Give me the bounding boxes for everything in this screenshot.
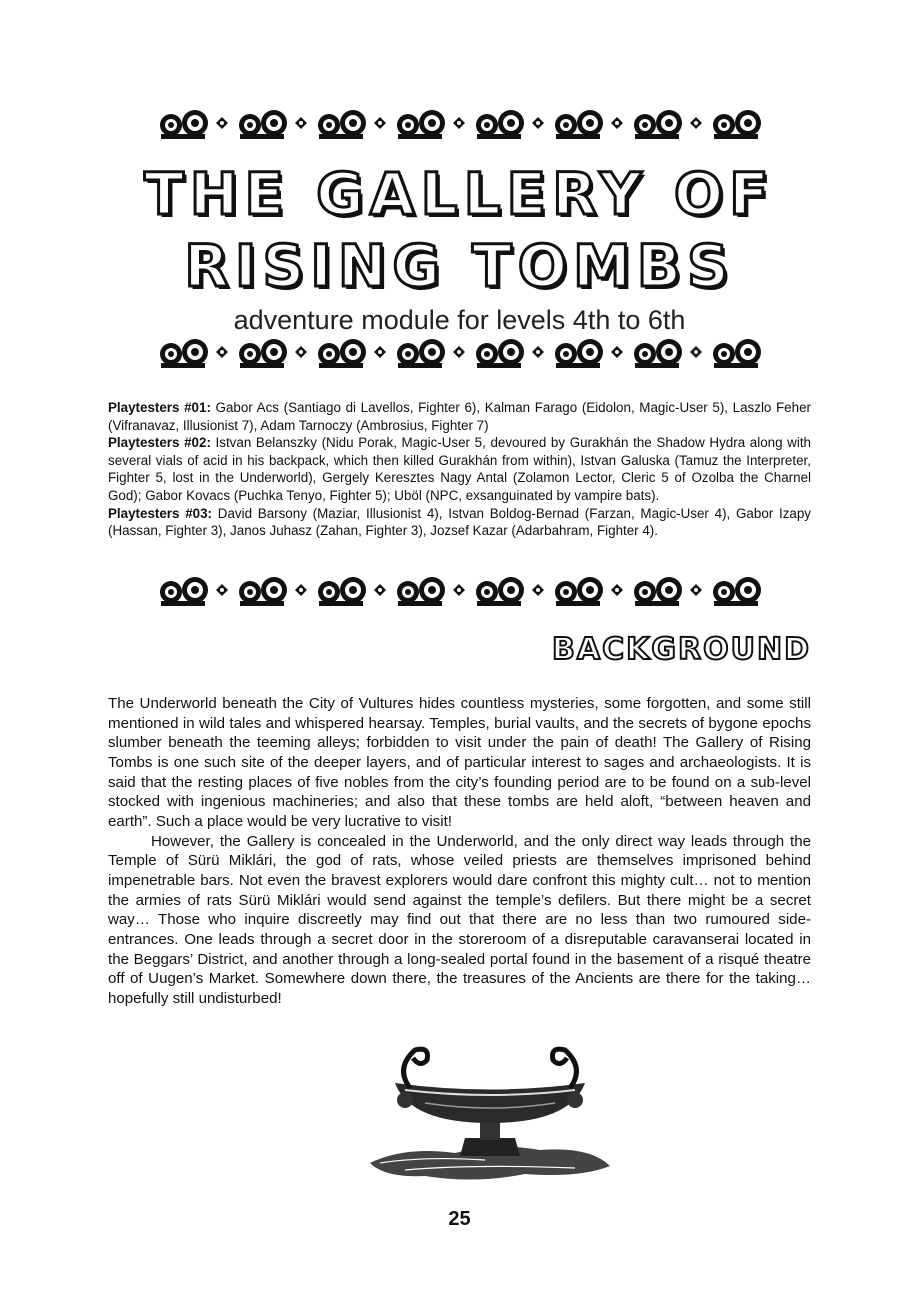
- scroll-ornament: [555, 577, 603, 606]
- scroll-ornament: [555, 339, 603, 368]
- title-line-2: RISING TOMBS: [184, 232, 735, 300]
- scroll-ornament: [397, 110, 445, 139]
- subtitle: adventure module for levels 4th to 6th: [233, 305, 686, 335]
- diamond-ornament: [690, 117, 702, 129]
- ornamental-border-middle: [157, 337, 762, 371]
- scroll-ornament: [397, 577, 445, 606]
- diamond-ornament: [216, 346, 228, 358]
- diamond-ornament: [453, 584, 465, 596]
- diamond-ornament: [690, 584, 702, 596]
- paragraph: However, the Gallery is concealed in the Underworld, and the only direct way leads through the Temple of Sürü Miklári, the god of rats, whose veiled priests are themselves imprisoned behind impenetrable bars. Not even the bravest explorers would dare confront this mighty cult… not to mention the armies of rats Sürü Miklári would send against the temple’s defilers. But there might be a secret way… Those who inquire discreetly may find out that there are no less than two rumoured side-entrances. One leads through a secret door in the storeroom of a disreputable caravanserai located in the Beggars’ District, and another through a long-sealed portal found in the basement of a risqué theatre off of Uugen’s Market. Somewhere down there, the treasures of the Ancients are there for the taking… hopefully still undisturbed!: [108, 832, 811, 1007]
- scroll-ornament: [476, 577, 524, 606]
- diamond-ornament: [295, 117, 307, 129]
- scroll-ornament: [160, 339, 208, 368]
- playtesters-group-2: [108, 434, 811, 504]
- playtesters-text: David Barsony (Maziar, Illusionist 4), Istvan Boldog-Bernad (Farzan, Magic-User 4), Gabor Izapy (Hassan, Fighter 3), Janos Juhasz (Zahan, Fighter 3), Jozsef Kazar (Adarbahram, Fighter 4).: [108, 505, 811, 539]
- playtesters-credits: [108, 399, 811, 540]
- scroll-ornament: [318, 577, 366, 606]
- scroll-ornament: [555, 110, 603, 139]
- diamond-ornament: [611, 117, 623, 129]
- scroll-ornament: [713, 339, 761, 368]
- playtesters-group-3: [108, 505, 811, 540]
- scroll-ornament: [160, 110, 208, 139]
- section-heading: BACKGROUND: [552, 632, 811, 667]
- scroll-ornament: [318, 339, 366, 368]
- scroll-ornament: [397, 339, 445, 368]
- playtesters-label: Playtesters #02:: [108, 435, 211, 451]
- body-text: [108, 694, 811, 1009]
- scroll-ornament: [476, 110, 524, 139]
- scroll-ornament: [160, 577, 208, 606]
- title-line-1: THE GALLERY OF: [144, 160, 775, 228]
- diamond-ornament: [374, 117, 386, 129]
- playtesters-text: Istvan Belanszky (Nidu Porak, Magic-User 5, devoured by Gurakhán the Shadow Hydra along with several vials of acid in his backpack, which then killed Gurakhán from within), Istvan Galuska (Tamuz the Interpreter, Fighter 5, lost in the Underworld), Gergely Keresztes Nagy Antal (Zolamon Lector, Cleric 5 of Ozolba the Charnel God); Gabor Kovacs (Puchka Tenyo, Fighter 5); Uböl (NPC, exsanguinated by vampire bats).: [108, 435, 811, 503]
- diamond-ornament: [453, 346, 465, 358]
- playtesters-group-1: [108, 399, 811, 434]
- diamond-ornament: [295, 346, 307, 358]
- diamond-ornament: [216, 117, 228, 129]
- diamond-ornament: [216, 584, 228, 596]
- paragraph: The Underworld beneath the City of Vultures hides countless mysteries, some forgotten, and some still mentioned in wild tales and whispered hearsay. Temples, burial vaults, and the secrets of bygone epochs slumber beneath the teeming alleys; forbidden to visit under the pain of death! The Gallery of Rising Tombs is one such site of the deeper layers, and of particular interest to sages and archaeologists. It is said that the resting places of five nobles from the city’s founding period are to be found on a sub-level stocked with ingenious machineries; and also that these tombs are held aloft, “between heaven and earth”. Such a place would be very lucrative to visit!: [108, 695, 811, 830]
- scroll-ornament: [476, 339, 524, 368]
- diamond-ornament: [611, 346, 623, 358]
- scroll-ornament: [634, 577, 682, 606]
- playtesters-text: Gabor Acs (Santiago di Lavellos, Fighter 6), Kalman Farago (Eidolon, Magic-User 5), Laszlo Feher (Vifranavaz, Illusionist 7), Adam Tarnoczy (Ambrosius, Fighter 7): [108, 400, 811, 433]
- diamond-ornament: [295, 584, 307, 596]
- playtesters-label: Playtesters #03:: [108, 505, 213, 521]
- diamond-ornament: [532, 346, 544, 358]
- playtesters-label: Playtesters #01:: [108, 400, 211, 415]
- page-number: 25: [448, 1208, 471, 1230]
- scroll-ornament: [239, 577, 287, 606]
- diamond-ornament: [374, 346, 386, 358]
- scroll-ornament: [318, 110, 366, 139]
- diamond-ornament: [532, 584, 544, 596]
- diamond-ornament: [453, 117, 465, 129]
- ornamental-border-top: [157, 108, 762, 142]
- ornamental-border-bottom: [157, 575, 762, 609]
- goblet-illustration: [365, 1038, 615, 1188]
- scroll-ornament: [239, 110, 287, 139]
- scroll-ornament: [634, 110, 682, 139]
- diamond-ornament: [532, 117, 544, 129]
- scroll-ornament: [713, 577, 761, 606]
- scroll-ornament: [239, 339, 287, 368]
- diamond-ornament: [611, 584, 623, 596]
- scroll-ornament: [634, 339, 682, 368]
- diamond-ornament: [690, 346, 702, 358]
- diamond-ornament: [374, 584, 386, 596]
- scroll-ornament: [713, 110, 761, 139]
